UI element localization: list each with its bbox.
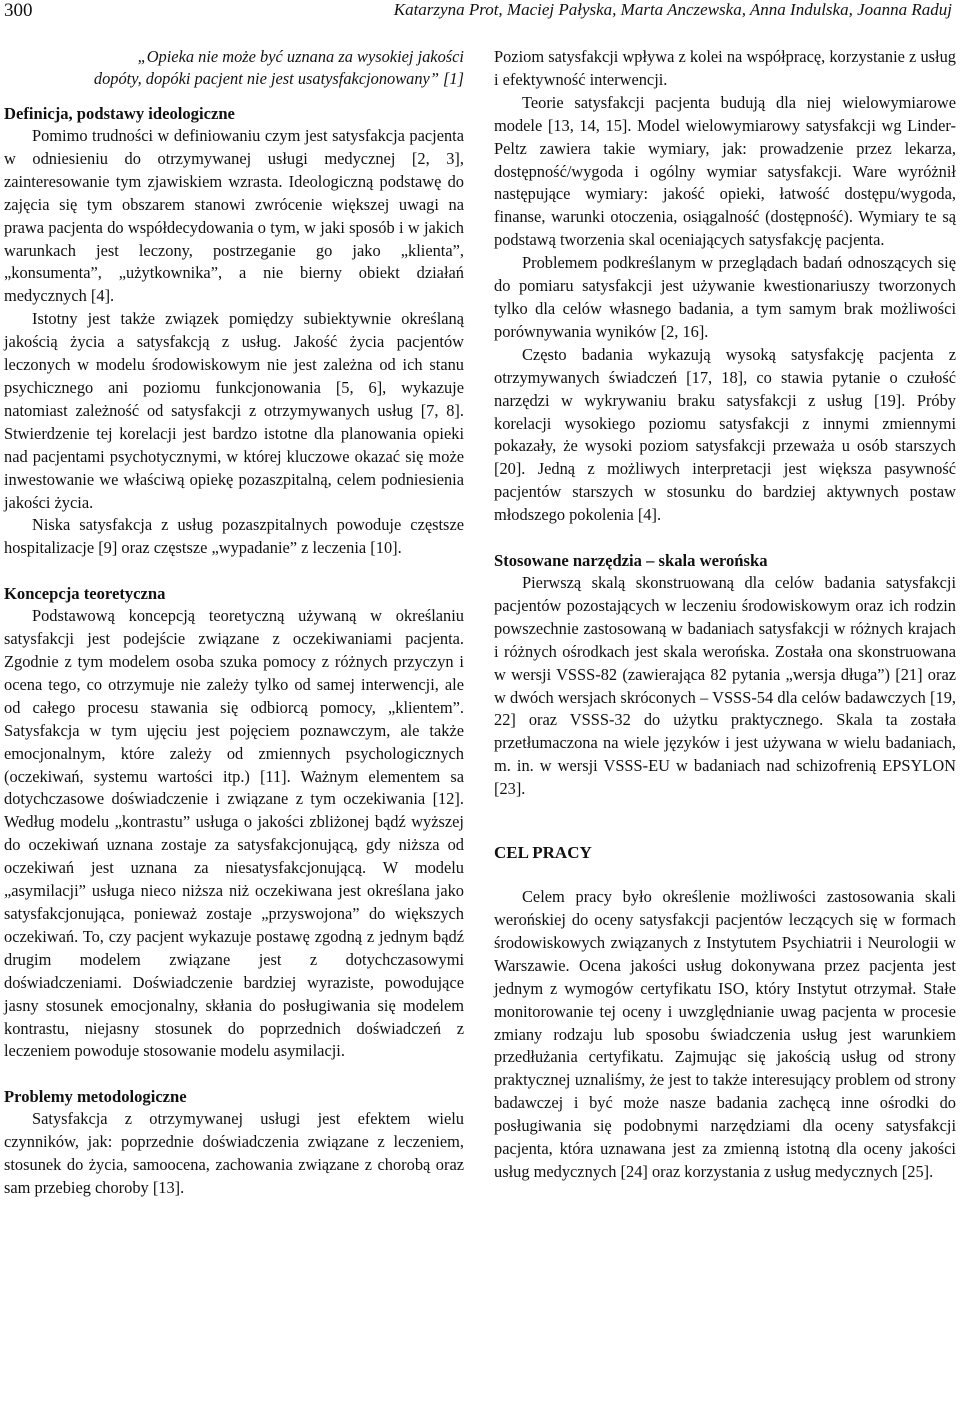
- epigraph-line-2: dopóty, dopóki pacjent nie jest usatysfakcjonowany” [1]: [93, 69, 464, 88]
- running-head-authors: Katarzyna Prot, Maciej Pałyska, Marta Anczewska, Anna Indulska, Joanna Raduj: [393, 0, 952, 19]
- paragraph: Istotny jest także związek pomiędzy subiektywnie określaną jakością życia a satysfakcją z usług. Jakość życia pacjentów leczonych w modelu środowiskowym nie jest zależna od ich stanu psychicznego ani poziomu funkcjonowania [5, 6], wykazuje natomiast zależność od satysfakcji z otrzymywanych usług [7, 8]. Stwierdzenie tej korelacji jest bardzo istotne dla planowania opieki nad pacjentami psychotycznymi, w której kluczowe okazać się może inwestowanie we właściwą opiekę pozaszpitalną, celem podniesienia jakości życia.: [4, 309, 464, 512]
- left-column: [4, 46, 464, 1200]
- section-title-cel-pracy: CEL PRACY: [494, 843, 592, 863]
- paragraph: Poziom satysfakcji wpływa z kolei na współpracę, korzystanie z usług i efektywność interwencji.: [494, 47, 956, 89]
- paragraph: Problemem podkreślanym w przeglądach badań odnoszących się do pomiaru satysfakcji jest używanie kwestionariuszy tworzonych tylko dla celów własnego badania, a tym samym brak możliwości porównywania wyników [2, 16].: [494, 253, 956, 341]
- paragraph: Niska satysfakcja z usług pozaszpitalnych powoduje częstsze hospitalizacje [9] oraz częstsze „wypadanie” z leczenia [10].: [4, 515, 464, 558]
- paragraph: Często badania wykazują wysoką satysfakcję pacjenta z otrzymywanych świadczeń [17, 18], co stawia pytanie o czułość narzędzi w wykrywaniu braku satysfakcji z usług [19]. Próby korelacji wysokiego poziomu satysfakcji z innymi zmiennymi pokazały, że wysoki poziom satysfakcji przeważa u osób starszych [20]. Jedną z możliwych interpretacji jest większa pasywność pacjentów starszych w stosunku do bardziej aktywnych postaw młodszego pokolenia [4].: [494, 344, 956, 525]
- section-title-problemy: Problemy metodologiczne: [4, 1087, 187, 1107]
- paragraph: Satysfakcja z otrzymywanej usługi jest efektem wielu czynników, jak: poprzednie doświadczenia związane z leczeniem, stosunek do życia, samoocena, zachowania związane z chorobą oraz sam przebieg choroby [13].: [4, 1109, 464, 1198]
- epigraph: [4, 46, 464, 90]
- paragraph: Pomimo trudności w definiowaniu czym jest satysfakcja pacjenta w odniesieniu do otrzymywanej usługi medycznej [2, 3], zainteresowanie tym zjawiskiem wzrasta. Ideologiczną podstawę do zajęcia się tym obszarem stanowi zwrócenie większej uwagi na prawa pacjenta do współdecydowania o tym, w jaki sposób i w jakich warunkach jest leczony, postrzeganie go jako „klienta”, „konsumenta”, „użytkownika”, a nie bierny obiekt działań medycznych [4].: [4, 126, 464, 306]
- section-title-koncepcja: Koncepcja teoretyczna: [4, 584, 166, 604]
- paragraph: Pierwszą skalą skonstruowaną dla celów badania satysfakcji pacjentów pozostających w leczeniu środowiskowym oraz ich rodzin powszechnie zastosowaną w badaniach satysfakcji w różnych krajach i różnych ośrodkach jest skala werońska. Została ona skonstruowana w wersji VSSS-82 (zawierająca 82 pytania „wersja długa”) [21] oraz w dwóch wersjach skróconych – VSSS-54 dla celów badawczych [19, 22] oraz VSSS-32 do użytku praktycznego. Skala ta została przetłumaczona na wiele języków i jest używana w wielu badaniach, m. in. w wersji VSSS-EU w badaniach nad schizofrenią EPSYLON [23].: [494, 573, 956, 799]
- paragraph: Podstawową koncepcją teoretyczną używaną w określaniu satysfakcji jest podejście związane z oczekiwaniami pacjenta. Zgodnie z tym modelem osoba szuka pomocy z różnych przyczyn i ocena tego, co otrzymuje nie zależy tylko od samej interwencji, ale od całego procesu stawania się odbiorcą pomocy, „klientem”. Satysfakcja w tym ujęciu jest pojęciem poznawczym, ale także emocjonalnym, które zależy od zmiennych psychologicznych (oczekiwań, systemu wartości itp.) [11]. Ważnym elementem sa dotychczasowe doświadczenie i związane z tym oczekiwania [12]. Według modelu „kontrastu” usługa o jakości zbliżonej bądź wyższej do oczekiwań uznana zostaje za satysfakcjonującą, gdy niższa od oczekiwań jest uznana za niesatysfakcjonującą. W modelu „asymilacji” usługa nieco niższa niż oczekiwana jest określana jako satysfakcjonująca, ponieważ zostaje „przyswojona” do większych oczekiwań. To, czy pacjent wykazuje postawę zgodną z jednym bądź drugim modelem związane jest z dotychczasowymi doświadczeniami. Doświadczenie bardziej wyraziste, powodujące jasny stosunek emocjonalny, skłania do posługiwania się modelem kontrastu, niejasny stosunek do poprzednich doświadczeń z leczeniem powoduje stosowanie modelu asymilacji.: [4, 606, 464, 1061]
- right-column: [494, 46, 956, 1184]
- section-title-narzedzia: Stosowane narzędzia – skala werońska: [494, 551, 768, 571]
- page-header: [0, 0, 960, 28]
- paragraph: Teorie satysfakcji pacjenta budują dla niej wielowymiarowe modele [13, 14, 15]. Model wielowymiarowy satysfakcji wg Linder-Peltz zawiera takie wymiary, jak: prowadzenie przez lekarza, dostępność/wygoda i ogólny wymiar satysfakcji. Ware wyróżnił następujące wymiary: jakość opieki, łatwość dostępu/wygoda, finanse, warunki otoczenia, osiągalność (dostępność). Wymiary te są podstawą tworzenia skal oceniających satysfakcję pacjenta.: [494, 92, 956, 250]
- page-number: 300: [4, 0, 33, 21]
- paragraph: Celem pracy było określenie możliwości zastosowania skali werońskiej do oceny satysfakcji pacjentów leczących się w formach środowiskowych związanych z Instytutem Psychiatrii i Neurologii w Warszawie. Ocena jakości usług dokonywana przez pacjenta jest jednym z wymogów certyfikatu ISO, który Instytut otrzymał. Stałe monitorowanie tej oceny i uwzględnianie uwag pacjenta w procesie zmiany rodzaju lub sposobu świadczenia usług jest warunkiem przedłużania certyfikatu. Zajmując się jakością usług od strony praktycznej uznaliśmy, że jest to także interesujący problem od strony badawczej i być może nasze badania zachęcą inne ośrodki do posługiwania się podobnymi narzędziami dla oceny satysfakcji pacjenta, która uznawana jest za zmienną istotną dla oceny jakości usług medycznych [24] oraz korzystania z usług medycznych [25].: [494, 887, 956, 1181]
- epigraph-line-1: „Opieka nie może być uznana za wysokiej jakości: [137, 47, 464, 66]
- section-title-definicja: Definicja, podstawy ideologiczne: [4, 104, 235, 123]
